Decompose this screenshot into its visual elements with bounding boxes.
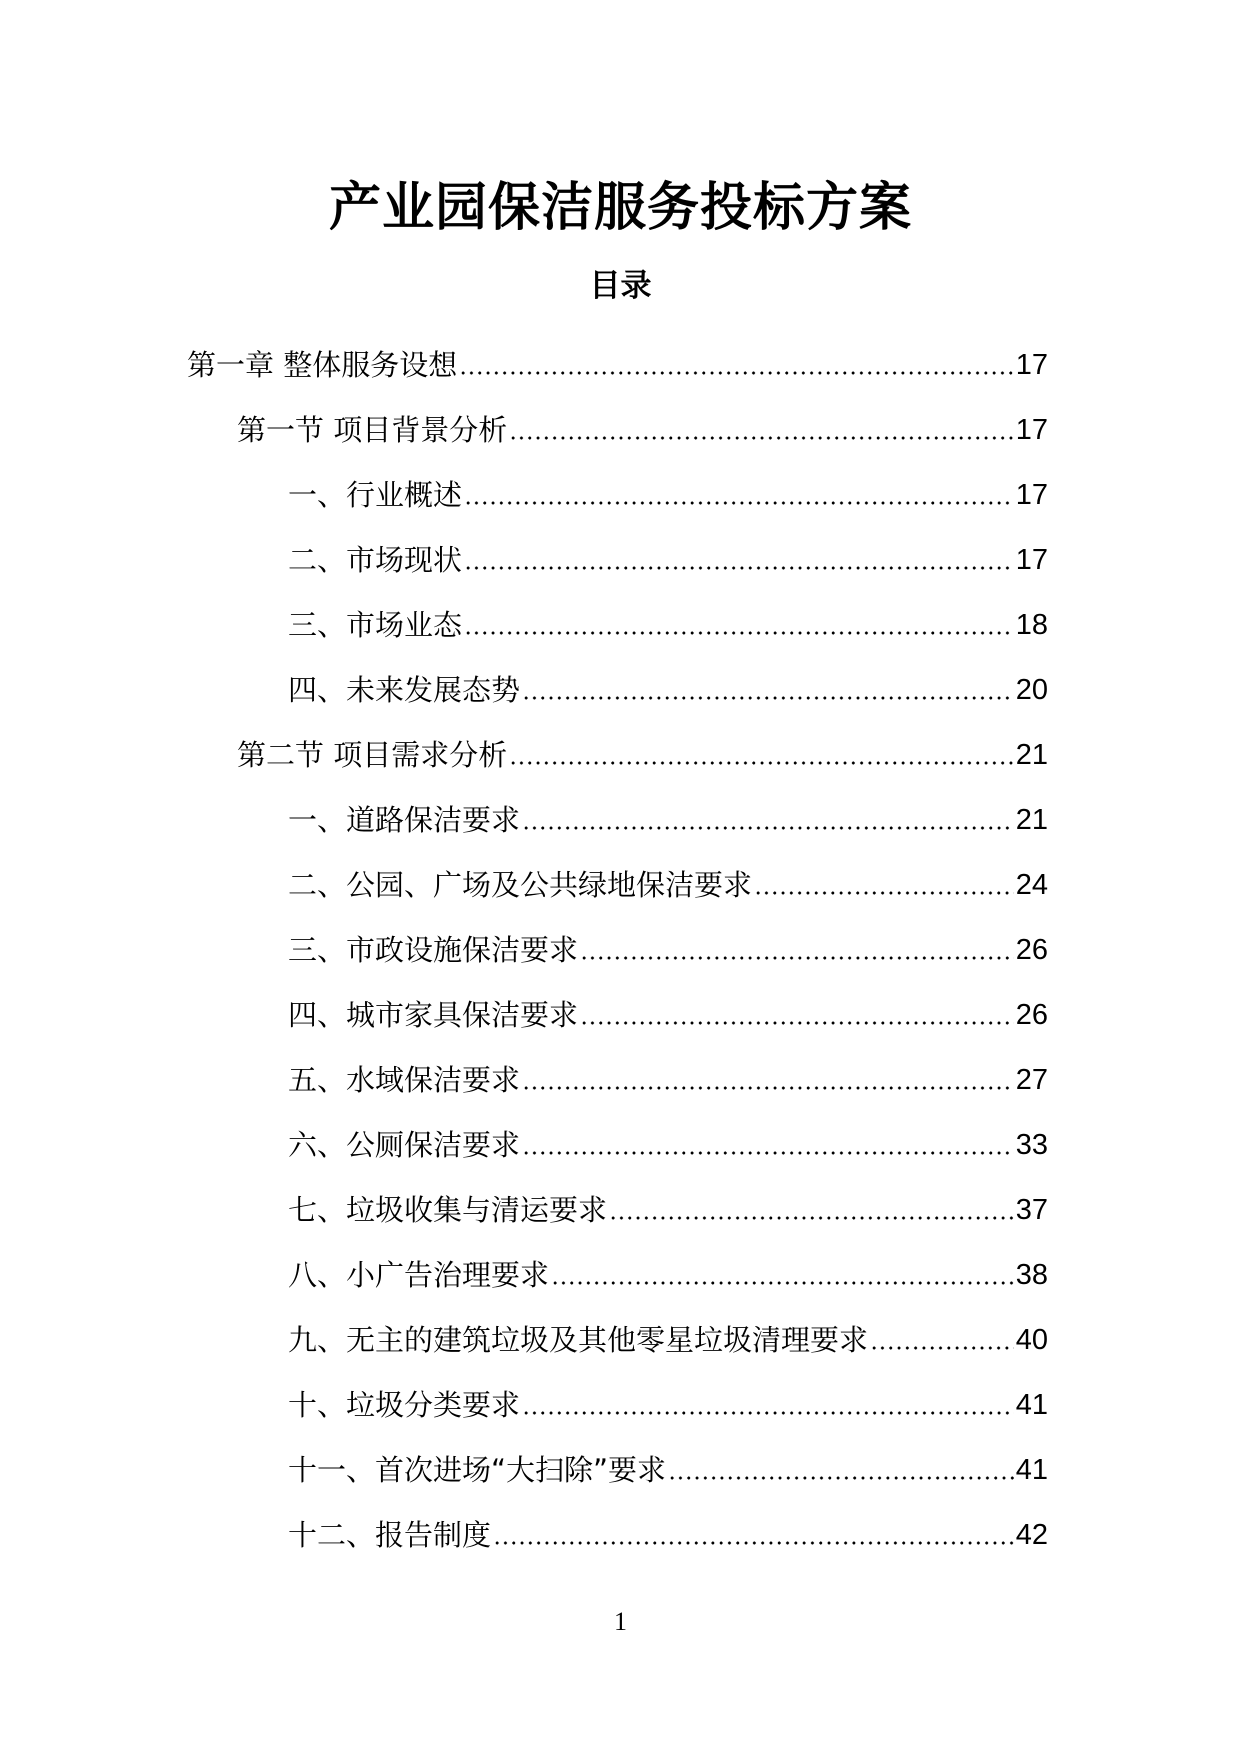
toc-entry-page: 41 <box>1015 1453 1048 1486</box>
toc-entry[interactable] <box>0 1502 1241 1567</box>
toc-heading: 目录 <box>589 268 652 304</box>
toc-entry-page: 17 <box>1015 348 1048 381</box>
toc-dot-leader <box>870 1346 1014 1350</box>
toc-entry[interactable] <box>0 657 1241 722</box>
toc-entry-page: 37 <box>1015 1193 1048 1226</box>
toc-dot-leader <box>522 1151 1014 1155</box>
toc-entry[interactable] <box>0 1112 1241 1177</box>
toc-entry-label: 五、水域保洁要求 <box>288 1062 521 1097</box>
toc-entry-label: 二、公园、广场及公共绿地保洁要求 <box>288 867 753 902</box>
toc-entry-page: 17 <box>1015 413 1048 446</box>
toc-dot-leader <box>459 371 1014 375</box>
toc-entry-page: 18 <box>1015 608 1048 641</box>
toc-dot-leader <box>509 436 1014 440</box>
toc-entry[interactable] <box>0 1242 1241 1307</box>
toc-entry[interactable] <box>0 722 1241 787</box>
toc-dot-leader <box>668 1476 1014 1480</box>
toc-entry-label: 九、无主的建筑垃圾及其他零星垃圾清理要求 <box>288 1322 869 1357</box>
toc-entry-page: 26 <box>1015 933 1048 966</box>
toc-dot-leader <box>493 1541 1014 1545</box>
toc-dot-leader <box>522 1086 1014 1090</box>
toc-entry[interactable] <box>0 397 1241 462</box>
toc-entry-page: 20 <box>1015 673 1048 706</box>
toc-entry-page: 41 <box>1015 1388 1048 1421</box>
toc-entry-label: 第一节 项目背景分析 <box>237 412 508 447</box>
toc-entry-label: 四、未来发展态势 <box>288 672 521 707</box>
toc-entry-page: 21 <box>1015 738 1048 771</box>
toc-entry-label: 十一、首次进场“大扫除”要求 <box>288 1452 667 1487</box>
toc-entry[interactable] <box>0 982 1241 1047</box>
toc-entry-label: 三、市场业态 <box>288 607 463 642</box>
toc-entry-page: 17 <box>1015 543 1048 576</box>
toc-entry[interactable] <box>0 527 1241 592</box>
toc-entry[interactable] <box>0 332 1241 397</box>
document-title: 产业园保洁服务投标方案 <box>328 178 912 238</box>
toc-entry-label: 六、公厕保洁要求 <box>288 1127 521 1162</box>
toc-dot-leader <box>580 1021 1014 1025</box>
toc-entry-label: 十、垃圾分类要求 <box>288 1387 521 1422</box>
toc-entry-page: 26 <box>1015 998 1048 1031</box>
toc-entry[interactable] <box>0 1372 1241 1437</box>
toc-entry[interactable] <box>0 917 1241 982</box>
toc-entry-label: 十二、报告制度 <box>288 1517 492 1552</box>
toc-dot-leader <box>522 826 1014 830</box>
toc-entry-label: 三、市政设施保洁要求 <box>288 932 579 967</box>
toc-entry-label: 第一章 整体服务设想 <box>187 347 458 382</box>
toc-dot-leader <box>609 1216 1014 1220</box>
toc-entry[interactable] <box>0 852 1241 917</box>
toc-dot-leader <box>551 1281 1014 1285</box>
toc-dot-leader <box>464 631 1014 635</box>
toc-dot-leader <box>522 1411 1014 1415</box>
page-number: 1 <box>614 1607 627 1636</box>
toc-entry-page: 40 <box>1015 1323 1048 1356</box>
toc-entry[interactable] <box>0 1437 1241 1502</box>
toc-entry-page: 27 <box>1015 1063 1048 1096</box>
toc-dot-leader <box>464 501 1014 505</box>
toc-entry[interactable] <box>0 592 1241 657</box>
toc-dot-leader <box>522 696 1014 700</box>
toc-dot-leader <box>580 956 1014 960</box>
toc-entry-label: 一、行业概述 <box>288 477 463 512</box>
toc-entry[interactable] <box>0 1307 1241 1372</box>
toc-dot-leader <box>754 891 1014 895</box>
toc-dot-leader <box>464 566 1014 570</box>
toc-entry[interactable] <box>0 1177 1241 1242</box>
toc-entry-page: 42 <box>1015 1518 1048 1551</box>
toc-dot-leader <box>509 761 1014 765</box>
toc-entry-label: 二、市场现状 <box>288 542 463 577</box>
toc-entry-page: 21 <box>1015 803 1048 836</box>
toc-entry-label: 七、垃圾收集与清运要求 <box>288 1192 608 1227</box>
toc-entry-page: 38 <box>1015 1258 1048 1291</box>
table-of-contents <box>0 332 1241 1567</box>
toc-entry[interactable] <box>0 787 1241 852</box>
toc-entry-label: 一、道路保洁要求 <box>288 802 521 837</box>
toc-entry-label: 八、小广告治理要求 <box>288 1257 550 1292</box>
toc-entry[interactable] <box>0 1047 1241 1112</box>
toc-entry-page: 33 <box>1015 1128 1048 1161</box>
toc-entry-label: 四、城市家具保洁要求 <box>288 997 579 1032</box>
toc-entry[interactable] <box>0 462 1241 527</box>
toc-entry-page: 17 <box>1015 478 1048 511</box>
toc-entry-label: 第二节 项目需求分析 <box>237 737 508 772</box>
toc-entry-page: 24 <box>1015 868 1048 901</box>
